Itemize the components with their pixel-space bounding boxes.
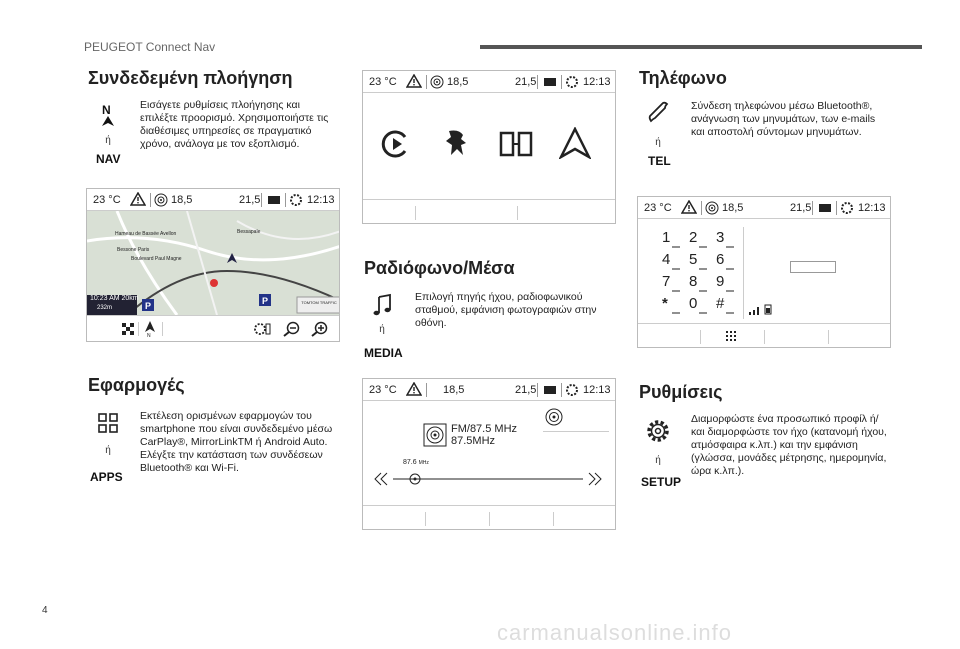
svg-text:N: N: [102, 103, 111, 117]
battery-icon: [764, 303, 772, 315]
music-note-icon: [371, 293, 393, 317]
settings-status-icon: [289, 193, 303, 207]
settings-description: Διαμορφώστε ένα προσωπικό προφίλ ή/και διαμορφώστε τον ήχο (κατανομή ήχου, ατμόσφαιρα κ.λπ.) και την εμφάνιση (γλώσσα, μονάδες μέτρησης, ημερομηνία, ώρα κ.λπ.).: [691, 413, 887, 477]
radio-code: MEDIA: [364, 346, 403, 360]
nav-description: Εισάγετε ρυθμίσεις πλοήγησης και επιλέξτε προορισμό. Χρησιμοποιήστε τις διαθέσιμες υπηρεσίες σε πραγματικό χρόνο, ανάλογα με τον εξοπλισμό.: [140, 99, 329, 150]
status-bar: [363, 379, 615, 401]
station-frequency: 87.5MHz: [451, 435, 496, 447]
station-icon: [423, 423, 447, 447]
tuner-frequency-label: 87.6 MHz: [403, 459, 429, 466]
nav-or: ή: [105, 135, 111, 146]
tuner-slider[interactable]: [373, 469, 603, 489]
gear-icon: [645, 418, 671, 444]
settings-heading: Ρυθμίσεις: [639, 382, 723, 402]
peugeot-lion-icon[interactable]: [441, 127, 471, 159]
radio-description: Επιλογή πηγής ήχου, ραδιοφωνικού σταθμού, εμφάνιση φωτογραφιών στην οθόνη.: [415, 291, 597, 329]
phone-number-field[interactable]: [790, 261, 836, 273]
header-bar: [480, 45, 922, 49]
map-scale: 232m: [97, 305, 113, 311]
nav-heading: Συνδεδεμένη πλοήγηση: [88, 68, 293, 88]
nav-toolbar: [87, 315, 339, 341]
keypad-key[interactable]: 6: [716, 251, 725, 268]
keypad: [656, 227, 744, 319]
keypad-key[interactable]: 3: [716, 229, 725, 246]
phone-card-icon: [267, 193, 281, 207]
status-value: 21,5: [790, 202, 812, 214]
station-name: FM/87.5 MHz: [451, 423, 518, 435]
phone-heading: Τηλέφωνο: [639, 68, 727, 88]
map-view[interactable]: [87, 211, 340, 315]
status-value: 21,5: [515, 76, 537, 88]
radio-screen: [362, 378, 616, 530]
map-label-4: Bessapale: [237, 229, 261, 235]
keypad-key[interactable]: 0: [689, 295, 698, 312]
status-time: 12:13: [858, 202, 886, 214]
radio-signal-icon: [154, 193, 168, 207]
map-traffic-badge: TOMTOM TRAFFIC: [301, 300, 337, 305]
status-freq: 18,5: [171, 194, 193, 206]
apps-grid-icon: [97, 412, 119, 434]
phone-toolbar: [638, 323, 890, 348]
radio-heading: Ραδιόφωνο/Μέσα: [364, 258, 515, 278]
watermark: carmanualsonline.info: [497, 620, 733, 645]
status-freq: 18,5: [447, 76, 469, 88]
phone-card-icon: [818, 201, 832, 215]
apps-heading: Εφαρμογές: [88, 375, 185, 395]
mirrorlink-icon[interactable]: [499, 129, 533, 159]
signal-strength-icon: [748, 305, 762, 315]
warning-icon: [681, 200, 697, 214]
nav-code: NAV: [96, 152, 121, 166]
phone-or: ή: [655, 137, 661, 148]
status-time: 12:13: [583, 76, 611, 88]
page-header-title: PEUGEOT Connect Nav: [84, 40, 216, 54]
keypad-key[interactable]: 7: [662, 273, 671, 290]
warning-icon: [406, 382, 422, 396]
status-value: 21,5: [515, 384, 537, 396]
radio-source-icon[interactable]: [545, 408, 563, 426]
warning-icon: [130, 192, 146, 206]
radio-or: ή: [379, 324, 385, 335]
svg-text:N: N: [147, 333, 151, 338]
page-number: 4: [42, 605, 48, 616]
keypad-key[interactable]: 8: [689, 273, 698, 290]
status-bar: [638, 197, 890, 219]
keypad-key[interactable]: 5: [689, 251, 698, 268]
apps-description: Εκτέλεση ορισμένων εφαρμογών του smartphone που είναι συνδεδεμένο μέσω CarPlay®, MirrorLinkTM ή Android Auto. Ελέγξτε την κατάσταση των συνδέσεων Bluetooth® και Wi-Fi.: [140, 410, 333, 474]
svg-text:P: P: [262, 296, 269, 306]
keypad-key[interactable]: #: [716, 295, 725, 312]
phone-description: Σύνδεση τηλεφώνου μέσω Bluetooth®, ανάγνωση των μηνυμάτων, των e-mails και αποστολή σύντομων μηνυμάτων.: [691, 100, 876, 138]
keypad-key[interactable]: 9: [716, 273, 725, 290]
status-time: 12:13: [307, 194, 335, 206]
radio-toolbar: [363, 505, 615, 530]
phone-screen: [637, 196, 891, 348]
north-arrow-icon: [96, 102, 120, 128]
phone-card-icon: [543, 383, 557, 397]
warning-icon: [406, 74, 422, 88]
radio-signal-icon: [430, 75, 444, 89]
status-time: 12:13: [583, 384, 611, 396]
settings-status-icon: [565, 383, 579, 397]
phone-card-icon: [543, 75, 557, 89]
apps-code: APPS: [90, 470, 123, 484]
android-auto-icon[interactable]: [559, 127, 591, 159]
zoom-out-icon[interactable]: [283, 321, 301, 337]
checkered-flag-icon[interactable]: [121, 322, 135, 336]
keypad-icon[interactable]: [724, 330, 738, 344]
keypad-key[interactable]: 2: [689, 229, 698, 246]
keypad-key[interactable]: 1: [662, 229, 671, 246]
status-bar: [363, 71, 615, 93]
status-temp: 23 °C: [369, 76, 397, 88]
status-temp: 23 °C: [369, 384, 397, 396]
status-freq: 18,5: [722, 202, 744, 214]
zoom-in-icon[interactable]: [311, 321, 329, 337]
apps-or: ή: [105, 445, 111, 456]
map-label-3: Boulevard Paul Magne: [131, 256, 182, 262]
map-label-2: Bessone Paris: [117, 247, 150, 253]
settings-status-icon: [840, 201, 854, 215]
status-value: 21,5: [239, 194, 261, 206]
apps-screen: [362, 70, 616, 224]
carplay-icon[interactable]: [381, 129, 411, 159]
settings-status-icon: [565, 75, 579, 89]
phone-handset-icon: [647, 100, 669, 124]
status-temp: 23 °C: [644, 202, 672, 214]
status-freq: 18,5: [443, 384, 465, 396]
map-label-1: Hameau de Bassée Avellon: [115, 231, 177, 237]
keypad-key[interactable]: *: [662, 295, 668, 312]
nav-screen: [86, 188, 340, 342]
settings-code: SETUP: [641, 475, 682, 489]
map-time: 10:23 AM 20km: [90, 295, 139, 302]
compass-icon[interactable]: [143, 320, 157, 338]
svg-text:P: P: [145, 301, 152, 311]
phone-code: TEL: [648, 154, 671, 168]
map-settings-icon[interactable]: [253, 321, 271, 337]
radio-signal-icon: [705, 201, 719, 215]
settings-or: ή: [655, 455, 661, 466]
apps-toolbar: [363, 199, 615, 224]
keypad-key[interactable]: 4: [662, 251, 671, 268]
status-bar: [87, 189, 339, 211]
status-temp: 23 °C: [93, 194, 121, 206]
